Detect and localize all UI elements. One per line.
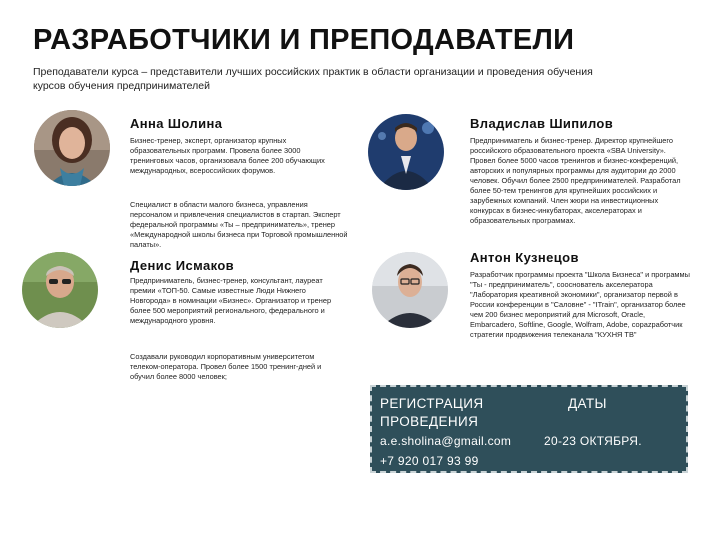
person-bio-extra: Создавали руководил корпоративным университетом телеком-оператора. Провел более 1500 тренинг-дней и обучил более 8000 человек; bbox=[130, 352, 322, 381]
person-bio-extra: Специалист в области малого бизнеса, управления персоналом и привлечения специалистов в стартап. Эксперт федеральной программы «Ты – предприниматель», тренер «Международной школы бизнеса при Торговой промышленной палаты». bbox=[130, 200, 348, 249]
registration-label: РЕГИСТРАЦИЯ ПРОВЕДЕНИЯ bbox=[380, 396, 484, 429]
avatar-anna-sholina bbox=[34, 110, 110, 186]
person-bio: Предприниматель, бизнес-тренер, консультант, лауреат премии «ТОП-50. Самые известные Люди Нижнего Новгорода» в номинации «Бизнес». Организатор и тренер более 500 мероприятий регионального, федерального и международного уровня. bbox=[130, 276, 332, 325]
person-bio: Предприниматель и бизнес-тренер. Директор крупнейшего российского образовательного проекта «SBA University». Провел более 5000 часов тренингов и бизнес-конференций, авторских и популярных программы для аудитории до 2000 человек. Обучил более 2500 предпринимателей. Разработал более 50-тем тренингов для крупнейших российских и зарубежных компаний. Член жюри на инвестиционных конкурсах в бизнес-инкубаторах, акселераторах и образовательных программах. bbox=[470, 136, 681, 225]
dates-label: ДАТЫ bbox=[568, 396, 607, 411]
person-name: Владислав Шипилов bbox=[470, 116, 614, 131]
registration-phone[interactable]: +7 920 017 93 99 bbox=[380, 454, 479, 468]
person-bio: Бизнес-тренер, эксперт, организатор крупных образовательных программ. Провела более 3000 тренинговых часов, организовала более 200 обучающих международных, всероссийских форумов. bbox=[130, 136, 325, 175]
avatar-anton-kuznetsov bbox=[372, 252, 448, 328]
registration-email[interactable]: a.e.sholina@gmail.com bbox=[380, 434, 512, 448]
avatar-denis-ismakov bbox=[22, 252, 98, 328]
avatar-vladislav-shipilov bbox=[368, 114, 444, 190]
person-name: Анна Шолина bbox=[130, 116, 223, 131]
page-subtitle: Преподаватели курса – представители лучших российских практик в области организации и проведения обучения курсов обучения предпринимателей bbox=[33, 66, 593, 92]
page-title: РАЗРАБОТЧИКИ И ПРЕПОДАВАТЕЛИ bbox=[33, 24, 575, 56]
dates-value: 20-23 ОКТЯБРЯ. bbox=[544, 434, 642, 448]
person-bio: Разработчик программы проекта "Школа Бизнеса" и программы "Ты - предприниматель", сооснователь акселератора "Лаборатория креативной экономики", организатор первой в России конференции в "Саловне" - "ITrain", организатор более чем 200 бизнес мероприятий для Microsoft, Oracle, Embarcadero, Softline, Google, Wolfram, Adobe, сорazработчик стратегии продвижения телеканала "КУХНЯ ТВ" bbox=[470, 270, 690, 339]
registration-box bbox=[370, 385, 688, 473]
person-name: Антон Кузнецов bbox=[470, 250, 579, 265]
person-name: Денис Исмаков bbox=[130, 258, 235, 273]
